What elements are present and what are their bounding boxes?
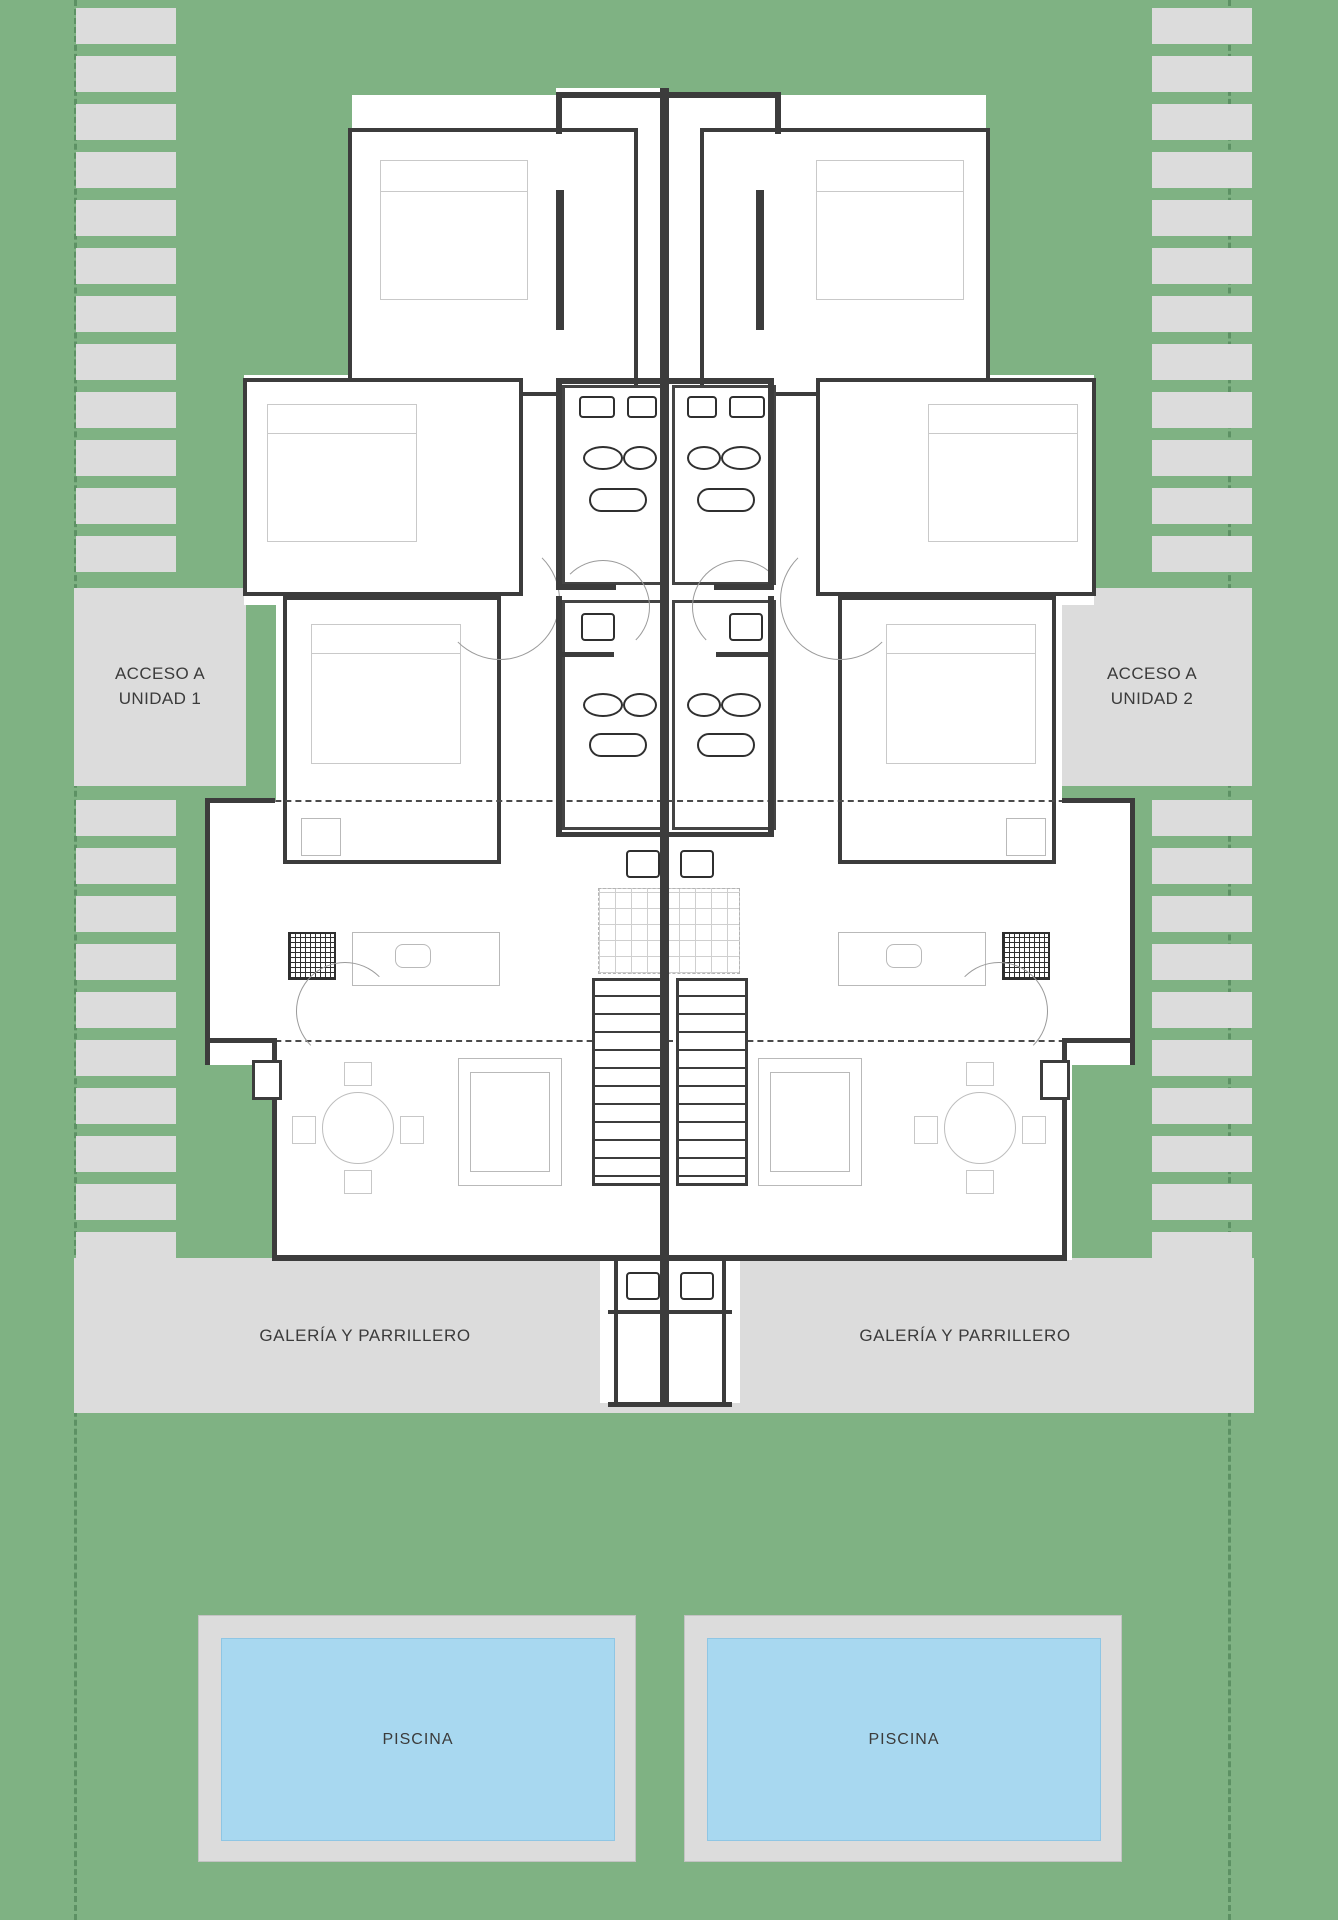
piscina-2	[684, 1615, 1122, 1862]
wall-front-notch-left	[556, 92, 562, 134]
shower-icon	[626, 1272, 660, 1300]
bathtub-icon	[589, 733, 647, 757]
chair-icon	[1022, 1116, 1046, 1144]
bidet-icon	[623, 693, 657, 717]
wall-shower-right	[716, 652, 774, 657]
wall-kitchen-right	[1130, 800, 1135, 1065]
chair-icon	[400, 1116, 424, 1144]
door-swing-icon	[780, 540, 900, 660]
unidad-2-mesa-comedor	[944, 1092, 1016, 1164]
wall-rear-core-mid	[608, 1310, 732, 1314]
wall-core-bottom	[556, 832, 774, 837]
door-swing-icon	[950, 962, 1048, 1060]
bed-pillow-icon	[886, 624, 1036, 654]
bed-pillow-icon	[380, 160, 528, 192]
wall-shower-left	[556, 652, 614, 657]
wall-rear-core-left	[614, 1258, 618, 1406]
piscina-2-water	[707, 1638, 1101, 1841]
mirror-icon	[627, 396, 657, 418]
bed-pillow-icon	[928, 404, 1078, 434]
unidad-1-bano	[562, 385, 666, 585]
shower-icon	[680, 1272, 714, 1300]
piscina-1-label: PISCINA	[382, 1730, 454, 1748]
wall-living-bottom	[272, 1255, 1067, 1261]
piscina-1	[198, 1615, 636, 1862]
wall-kitchen-bottom-right	[1062, 1038, 1135, 1043]
closet-divider-left	[556, 190, 564, 330]
bed-pillow-icon	[267, 404, 417, 434]
window-right	[1040, 1060, 1070, 1100]
party-wall	[660, 88, 669, 1406]
wall-core-mid-right	[714, 584, 774, 590]
chair-icon	[966, 1170, 994, 1194]
wall-core-mid-left	[556, 584, 616, 590]
wall-core-left	[556, 378, 562, 590]
nightstand-icon	[301, 818, 341, 856]
unidad-1-mesa-comedor	[322, 1092, 394, 1164]
wall-core-right-lower	[768, 596, 774, 836]
door-swing-icon	[556, 560, 650, 654]
wall-kitchen-top-left	[205, 798, 275, 803]
wall-rear-core-bottom	[608, 1402, 732, 1407]
floor-rear-core	[600, 1258, 740, 1403]
chair-icon	[344, 1062, 372, 1086]
toilet-icon	[583, 693, 623, 717]
nightstand-icon	[1006, 818, 1046, 856]
entry-landing-tiles	[598, 888, 740, 974]
sink-icon	[579, 396, 615, 418]
acceso-unidad-1-line1: ACCESO A	[114, 664, 206, 684]
unidad-2-dormitorio-frente	[700, 128, 990, 396]
escalera-unidad-2	[676, 978, 748, 1186]
wall-kitchen-top-right	[1062, 798, 1135, 803]
piscina-1-water	[221, 1638, 615, 1841]
unidad-1-sofa-cushions	[470, 1072, 550, 1172]
door-swing-icon	[440, 540, 560, 660]
acceso-unidad-1-slab	[74, 588, 246, 786]
galeria-1-label: GALERÍA Y PARRILLERO	[259, 1326, 471, 1345]
toilet-icon	[583, 446, 623, 470]
unidad-2-bano	[672, 385, 776, 585]
shower-icon	[680, 850, 714, 878]
bed-pillow-icon	[816, 160, 964, 192]
window-left	[252, 1060, 282, 1100]
unidad-2-sofa-cushions	[770, 1072, 850, 1172]
bed-pillow-icon	[311, 624, 461, 654]
chair-icon	[344, 1170, 372, 1194]
dashed-partition-upper	[205, 800, 1135, 802]
piscina-2-label: PISCINA	[868, 1730, 940, 1748]
unidad-1-dormitorio-frente	[348, 128, 638, 396]
shower-icon	[626, 850, 660, 878]
wall-core-left-lower	[556, 596, 562, 836]
wall-kitchen-bottom-left	[205, 1038, 277, 1043]
bidet-icon	[687, 693, 721, 717]
wall-kitchen-left	[205, 800, 210, 1065]
wall-rear-core-right	[722, 1258, 726, 1406]
galeria-2-label: GALERÍA Y PARRILLERO	[859, 1326, 1071, 1345]
toilet-icon	[721, 693, 761, 717]
door-swing-icon	[296, 962, 394, 1060]
acceso-unidad-2-line2: UNIDAD 2	[1110, 689, 1194, 708]
toilet-icon	[721, 446, 761, 470]
acceso-unidad-2-line1: ACCESO A	[1106, 664, 1198, 684]
chair-icon	[914, 1116, 938, 1144]
closet-divider-right	[756, 190, 764, 330]
mirror-icon	[687, 396, 717, 418]
bathtub-icon	[589, 488, 647, 512]
wall-core-right	[768, 378, 774, 590]
wall-core-top	[556, 378, 774, 384]
chair-icon	[966, 1062, 994, 1086]
sink-icon	[729, 396, 765, 418]
unidad-2-bacha-icon	[886, 944, 922, 968]
escalera-unidad-1	[592, 978, 664, 1186]
bathtub-icon	[697, 733, 755, 757]
bidet-icon	[687, 446, 721, 470]
bathtub-icon	[697, 488, 755, 512]
acceso-unidad-1-line2: UNIDAD 1	[118, 689, 202, 708]
chair-icon	[292, 1116, 316, 1144]
wall-front-notch-right	[775, 92, 781, 134]
acceso-unidad-2-slab	[1052, 588, 1252, 786]
unidad-1-bacha-icon	[395, 944, 431, 968]
bidet-icon	[623, 446, 657, 470]
